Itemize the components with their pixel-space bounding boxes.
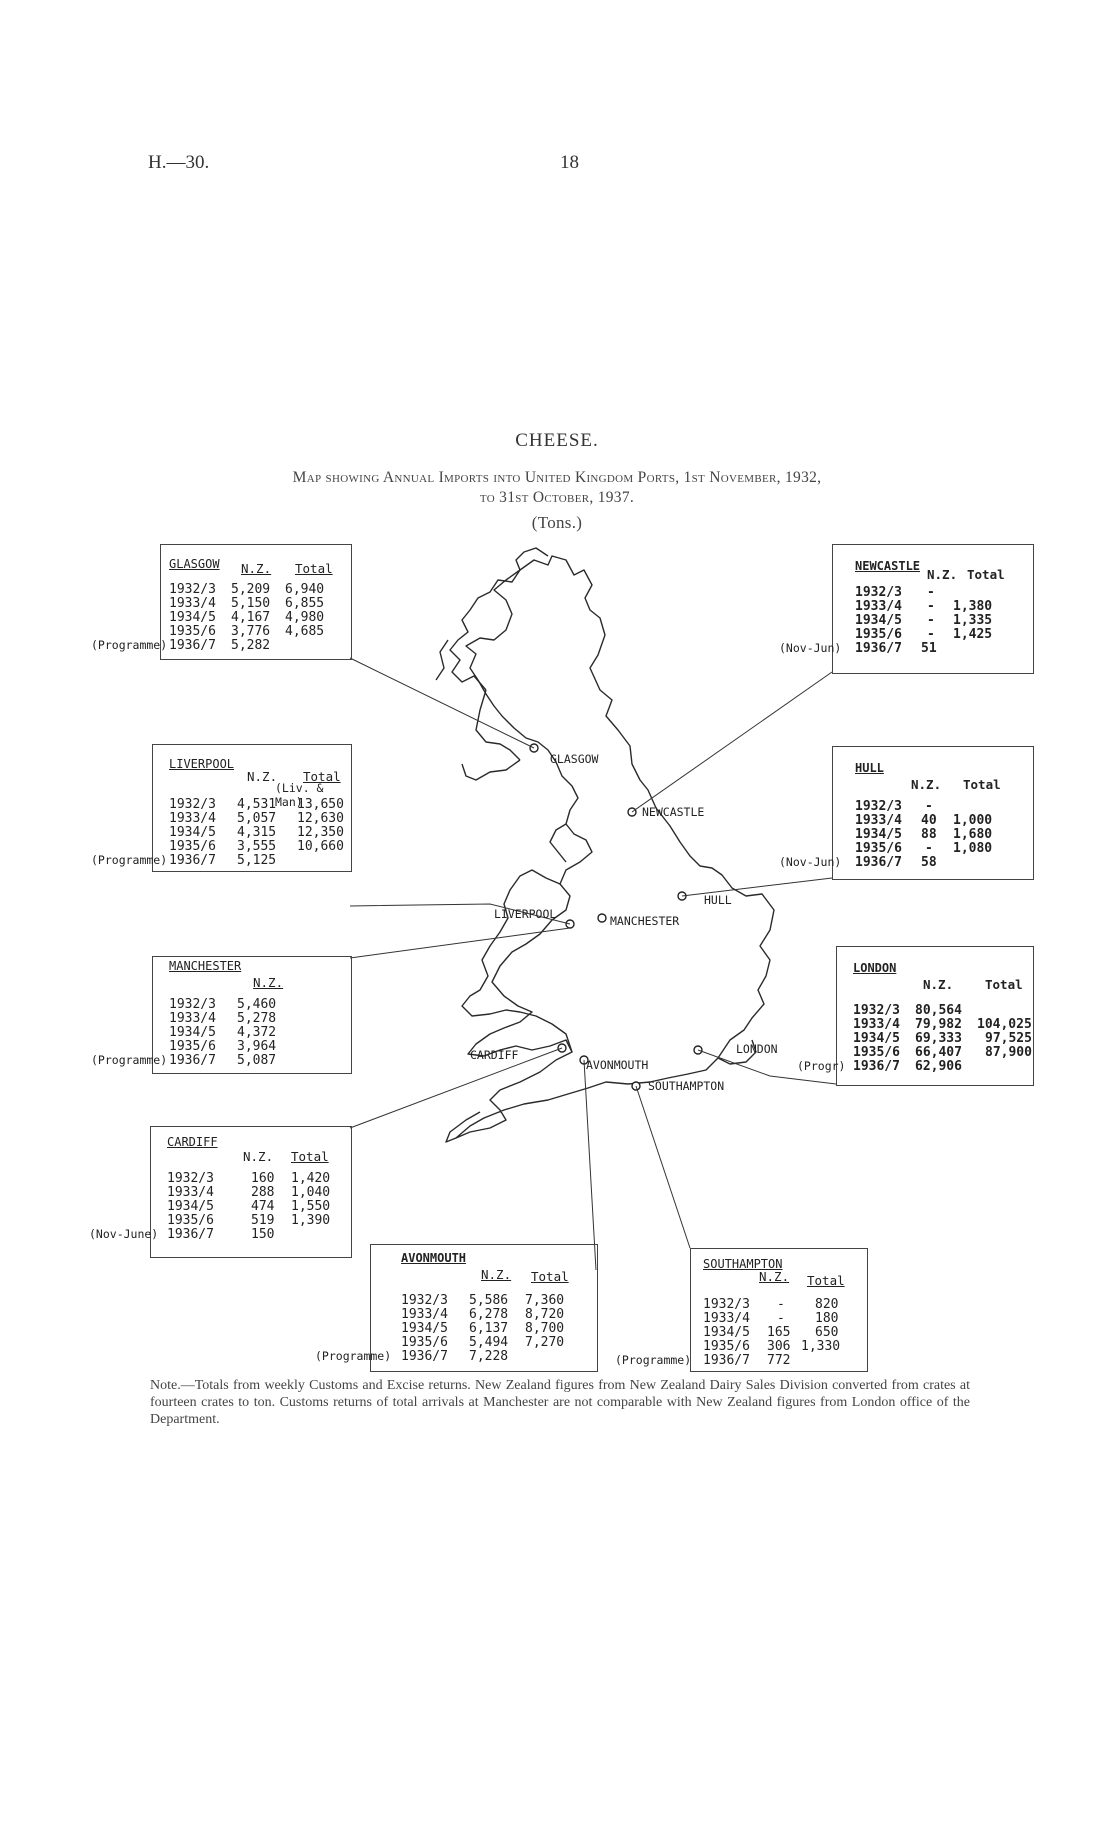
map-label-newcastle: NEWCASTLE [642, 805, 705, 819]
southampton-table: SOUTHAMPTON N.Z. Total 1932/3 - 820 1933/4 - 180 1934/5 165 650 1935/6 306 1,330 (Programme) 1936/7 772 [690, 1248, 868, 1372]
col-total-header: Total [807, 1273, 845, 1288]
southampton-leader [636, 1086, 690, 1248]
table-title: HULL [855, 761, 884, 775]
col-total-header: Total [295, 561, 333, 576]
liverpool-table: LIVERPOOL N.Z. Total (Liv. & Man) 1932/3 4,531 13,650 1933/4 5,057 12,630 1934/5 4,315 12,350 1935/6 3,555 10,660 (Programme) 1936/7 5,125 [152, 744, 352, 872]
col-nz-header: N.Z. [759, 1269, 790, 1284]
map-label-glasgow: GLASGOW [550, 752, 599, 766]
newcastle-table: NEWCASTLE N.Z. Total 1932/3 - 1933/4 - 1,380 1934/5 - 1,335 1935/6 - 1,425 (Nov-Jun) 1936/7 51 [832, 544, 1034, 674]
manchester-table: MANCHESTER N.Z. 1932/3 5,460 1933/4 5,278 1934/5 4,372 1935/6 3,964 (Programme) 1936/7 5,087 [152, 956, 352, 1074]
wales-coast [462, 870, 572, 1052]
glasgow-table: GLASGOW N.Z. Total 1932/3 5,209 6,940 1933/4 5,150 6,855 1934/5 4,167 4,980 1935/6 3,776 4,685 (Programme) 1936/7 5,282 [160, 544, 352, 660]
newcastle-leader [632, 672, 832, 812]
col-nz-header: N.Z. [911, 777, 942, 792]
avonmouth-table: AVONMOUTH N.Z. Total 1932/3 5,586 7,360 1933/4 6,278 8,720 1934/5 6,137 8,700 1935/6 5,494 7,270 (Programme) 1936/7 7,228 [370, 1244, 598, 1372]
firth-of-clyde [476, 690, 520, 760]
table-title: GLASGOW [169, 557, 220, 571]
scotland-west-coast [450, 570, 520, 690]
col-total-header: Total [985, 977, 1023, 992]
manchester-leader [350, 928, 570, 958]
page-number: 18 [560, 152, 579, 173]
cardiff-leader [350, 1048, 562, 1128]
col-total-header: Total [291, 1149, 329, 1164]
avonmouth-leader [584, 1060, 596, 1270]
map-label-hull: HULL [704, 893, 732, 907]
col-total-header: Total [967, 567, 1005, 582]
table-title: LIVERPOOL [169, 757, 235, 771]
manchester-marker [598, 914, 606, 922]
col-nz-header: N.Z. [243, 1149, 274, 1164]
footnote: Note.—Totals from weekly Customs and Excise returns. New Zealand figures from New Zealand Dairy Sales Division converted from crates at fourteen crates to ton. Customs returns of total arrivals at Manchester are not comparable with New Zealand figures from London office of the Department. [150, 1378, 970, 1427]
table-title: CARDIFF [167, 1135, 218, 1149]
col-nz-header: N.Z. [923, 977, 954, 992]
map-label-manchester: MANCHESTER [610, 914, 680, 928]
western-isles [436, 640, 448, 680]
map-label-southampton: SOUTHAMPTON [648, 1079, 725, 1093]
galloway-coast [462, 760, 520, 780]
col-total-subheader: (Liv. & Man) [275, 781, 324, 809]
table-title: MANCHESTER [169, 959, 242, 973]
map-label-avonmouth: AVONMOUTH [586, 1058, 649, 1072]
col-nz-header: N.Z. [247, 769, 278, 784]
col-nz-header: N.Z. [253, 975, 284, 990]
hull-table: HULL N.Z. Total 1932/3 - 1933/4 40 1,000 1934/5 88 1,680 1935/6 - 1,080 (Nov-Jun) 1936/7 58 [832, 746, 1034, 880]
table-title: LONDON [853, 961, 897, 975]
subtitle-line-2: to 31st October, 1937. [479, 489, 635, 506]
page-title: CHEESE. [515, 430, 599, 451]
col-total-header: Total [963, 777, 1001, 792]
col-nz-header: N.Z. [241, 561, 272, 576]
cumbria-coast [550, 824, 566, 862]
scotland-north [516, 548, 548, 570]
units-label: (Tons.) [531, 513, 583, 532]
col-total-header: Total [303, 769, 341, 784]
table-title: NEWCASTLE [855, 559, 921, 573]
map-label-cardiff: CARDIFF [470, 1048, 519, 1062]
cardiff-table: CARDIFF N.Z. Total 1932/3 160 1,420 1933/4 288 1,040 1934/5 474 1,550 1935/6 519 1,390 (Nov-June) 1936/7 150 [150, 1126, 352, 1258]
col-total-header: Total [531, 1269, 569, 1284]
south-west-peninsula [446, 1112, 480, 1142]
subtitle-line-1: Map showing Annual Imports into United Kingdom Ports, 1st November, 1932, [292, 469, 822, 486]
col-nz-header: N.Z. [481, 1267, 512, 1282]
table-title: AVONMOUTH [401, 1251, 467, 1265]
table-title: SOUTHAMPTON [703, 1257, 783, 1271]
document-reference: H.—30. [148, 152, 210, 173]
london-table: LONDON N.Z. Total 1932/3 80,564 1933/4 79,982 104,025 1934/5 69,333 97,525 1935/6 66,407 87,900 (Progr) 1936/7 62,906 [836, 946, 1034, 1086]
map-label-liverpool: LIVERPOOL [494, 907, 557, 921]
map-label-london: LONDON [736, 1042, 778, 1056]
col-nz-header: N.Z. [927, 567, 958, 582]
